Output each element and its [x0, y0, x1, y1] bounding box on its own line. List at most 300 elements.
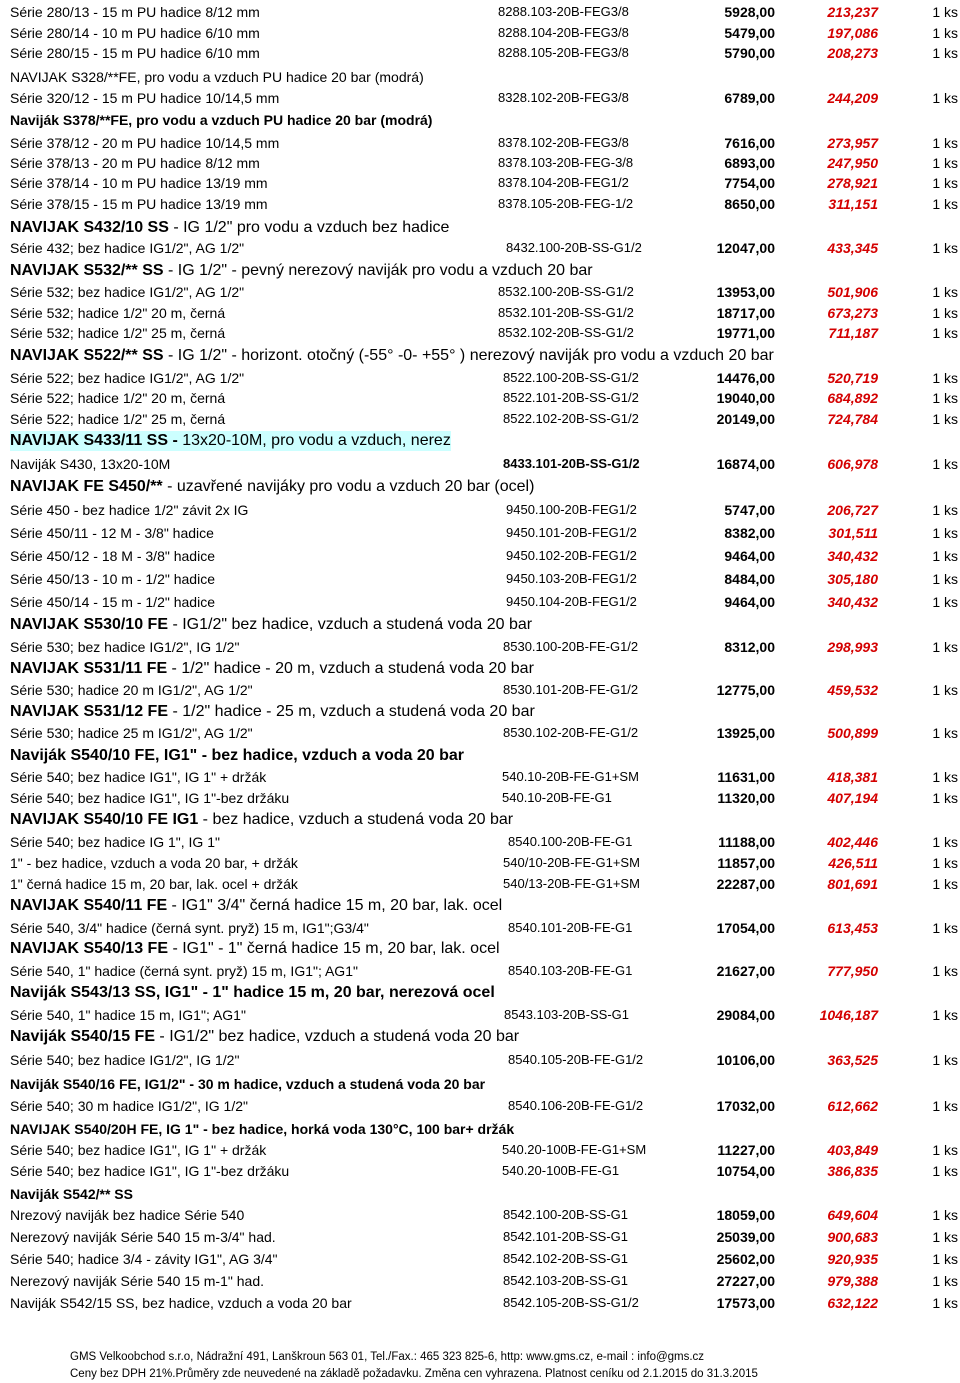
- section-heading-text: [10, 810, 513, 830]
- item-description: Série 540, 1" hadice 15 m, IG1"; AG1": [10, 1007, 246, 1023]
- section-heading: [0, 1074, 960, 1094]
- item-price: 27227,00: [716, 1273, 775, 1289]
- section-heading-text: [10, 896, 502, 916]
- item-price-vat: 777,950: [827, 963, 878, 979]
- section-heading-bold: NAVIJAK S540/11 FE: [10, 897, 168, 914]
- section-heading-text: [10, 615, 532, 635]
- table-row: [0, 282, 960, 302]
- section-heading: [0, 659, 960, 679]
- table-row: [0, 569, 960, 589]
- table-row: [0, 523, 960, 543]
- item-description: Série 540; bez hadice IG1", IG 1"-bez držáku: [10, 1163, 290, 1179]
- table-row: [0, 1140, 960, 1160]
- section-heading: [0, 615, 960, 635]
- item-unit: 1 ks: [932, 175, 958, 191]
- item-description: Série 450 - bez hadice 1/2" závit 2x IG: [10, 502, 249, 518]
- table-row: [0, 832, 960, 852]
- item-description: 1" černá hadice 15 m, 20 bar, lak. ocel + držák: [10, 876, 298, 892]
- section-heading: [0, 810, 960, 830]
- item-unit: 1 ks: [932, 769, 958, 785]
- item-code: 8378.103-20B-FEG-3/8: [498, 155, 634, 170]
- item-price-vat: 244,209: [827, 90, 878, 106]
- item-code: 8542.105-20B-SS-G1/2: [503, 1295, 639, 1310]
- item-price: 7616,00: [724, 135, 775, 151]
- section-heading: [0, 746, 960, 766]
- item-description: Série 280/13 - 15 m PU hadice 8/12 mm: [10, 4, 260, 20]
- item-description: Série 540; bez hadice IG1/2", IG 1/2": [10, 1052, 240, 1068]
- section-heading: [0, 346, 960, 366]
- item-unit: 1 ks: [932, 594, 958, 610]
- item-price-vat: 612,662: [827, 1098, 878, 1114]
- item-price-vat: 500,899: [827, 725, 878, 741]
- item-price-vat: 613,453: [827, 920, 878, 936]
- item-code: 540/13-20B-FE-G1+SM: [503, 876, 640, 891]
- item-unit: 1 ks: [932, 456, 958, 472]
- item-price-vat: 920,935: [827, 1251, 878, 1267]
- section-heading-text: [10, 1184, 133, 1204]
- item-description: Série 522; bez hadice IG1/2", AG 1/2": [10, 370, 245, 386]
- item-price-vat: 386,835: [827, 1163, 878, 1179]
- section-heading-text: [10, 746, 464, 766]
- section-heading-text: [10, 110, 432, 130]
- item-price: 9464,00: [724, 594, 775, 610]
- item-description: Série 450/11 - 12 M - 3/8" hadice: [10, 525, 214, 541]
- item-description: Série 320/12 - 15 m PU hadice 10/14,5 mm: [10, 90, 280, 106]
- table-row: [0, 853, 960, 873]
- item-description: Série 540; 30 m hadice IG1/2", IG 1/2": [10, 1098, 248, 1114]
- item-code: 8432.100-20B-SS-G1/2: [506, 240, 642, 255]
- item-price: 19771,00: [716, 325, 775, 341]
- table-row: [0, 454, 960, 474]
- item-price: 11188,00: [718, 834, 775, 850]
- item-price: 13953,00: [716, 284, 775, 300]
- section-heading: [0, 896, 960, 916]
- section-heading-rest: - IG1/2" bez hadice, vzduch a studená voda 20 bar: [168, 616, 533, 633]
- item-price: 22287,00: [716, 876, 775, 892]
- table-row: [0, 368, 960, 388]
- section-heading-bold: NAVIJAK S522/** SS: [10, 347, 164, 364]
- section-heading-text: [10, 1074, 485, 1094]
- item-code: 8288.105-20B-FEG3/8: [498, 45, 629, 60]
- table-row: [0, 788, 960, 808]
- section-heading-rest: - 1/2" hadice - 25 m, vzduch a studená voda 20 bar: [168, 703, 535, 720]
- item-code: 8542.103-20B-SS-G1: [503, 1273, 629, 1288]
- item-unit: 1 ks: [932, 155, 958, 171]
- section-heading-bold: NAVIJAK FE S450/**: [10, 478, 163, 495]
- item-price-vat: 606,978: [827, 456, 878, 472]
- item-code: 8540.105-20B-FE-G1/2: [508, 1052, 644, 1067]
- item-price-vat: 459,532: [827, 682, 878, 698]
- item-code: 8540.100-20B-FE-G1: [508, 834, 633, 849]
- footer-contact: GMS Velkoobchod s.r.o, Nádražní 491, Lanškroun 563 01, Tel./Fax.: 465 323 825-6, http: www.gms.cz, e-mail : info@gms.cz: [70, 1351, 705, 1363]
- item-unit: 1 ks: [932, 876, 958, 892]
- item-code: 8540.106-20B-FE-G1/2: [508, 1098, 644, 1113]
- item-unit: 1 ks: [932, 855, 958, 871]
- item-price: 8650,00: [724, 196, 775, 212]
- item-description: Série 532; hadice 1/2" 25 m, černá: [10, 325, 226, 341]
- table-row: [0, 1227, 960, 1247]
- item-price: 12047,00: [716, 240, 775, 256]
- item-description: Série 378/14 - 10 m PU hadice 13/19 mm: [10, 175, 268, 191]
- item-unit: 1 ks: [932, 834, 958, 850]
- item-code: 9450.100-20B-FEG1/2: [506, 502, 637, 517]
- item-description: Série 540, 3/4" hadice (černá synt. pryž) 15 m, IG1";G3/4": [10, 920, 369, 936]
- item-price: 16874,00: [716, 456, 775, 472]
- item-price: 5747,00: [724, 502, 775, 518]
- item-code: 8532.102-20B-SS-G1/2: [498, 325, 634, 340]
- footer: [70, 1349, 758, 1383]
- item-code: 540.10-20B-FE-G1+SM: [502, 769, 639, 784]
- item-unit: 1 ks: [932, 25, 958, 41]
- item-unit: 1 ks: [932, 1273, 958, 1289]
- item-code: 8540.101-20B-FE-G1: [508, 920, 633, 935]
- section-heading-text: [10, 218, 449, 238]
- item-unit: 1 ks: [932, 411, 958, 427]
- table-row: [0, 303, 960, 323]
- item-description: Série 532; hadice 1/2" 20 m, černá: [10, 305, 226, 321]
- item-price-vat: 711,187: [828, 325, 878, 341]
- section-heading-text: [10, 939, 500, 959]
- item-description: Série 540; bez hadice IG1", IG 1"-bez držáku: [10, 790, 290, 806]
- item-description: Naviják S430, 13x20-10M: [10, 456, 171, 472]
- item-unit: 1 ks: [932, 963, 958, 979]
- section-heading: [0, 939, 960, 959]
- item-unit: 1 ks: [932, 525, 958, 541]
- item-unit: 1 ks: [932, 1098, 958, 1114]
- section-heading-bold: Naviják S540/15 FE: [10, 1028, 155, 1045]
- item-price-vat: 278,921: [827, 175, 878, 191]
- table-row: [0, 1161, 960, 1181]
- item-unit: 1 ks: [932, 240, 958, 256]
- section-heading-text: [10, 983, 495, 1003]
- section-heading-bold: NAVIJAK S532/** SS: [10, 262, 164, 279]
- item-price: 11227,00: [717, 1142, 775, 1158]
- item-price-vat: 403,849: [827, 1142, 878, 1158]
- item-price: 8484,00: [724, 571, 775, 587]
- item-unit: 1 ks: [932, 1163, 958, 1179]
- item-price-vat: 247,950: [827, 155, 878, 171]
- section-heading-rest: - IG 1/2" - horizont. otočný (-55° -0- +55° ) nerezový naviják pro vodu a vzduch 20 bar: [163, 347, 774, 364]
- item-unit: 1 ks: [932, 1251, 958, 1267]
- item-description: Naviják S542/15 SS, bez hadice, vzduch a voda 20 bar: [10, 1295, 352, 1311]
- item-code: 8378.102-20B-FEG3/8: [498, 135, 629, 150]
- section-heading-bold: NAVIJAK S531/12 FE: [10, 703, 168, 720]
- section-heading: [0, 477, 960, 497]
- item-unit: 1 ks: [932, 4, 958, 20]
- item-description: Série 540; hadice 3/4 - závity IG1", AG 3/4": [10, 1251, 278, 1267]
- section-heading-bold: NAVIJAK S540/13 FE: [10, 940, 168, 957]
- item-price-vat: 273,957: [827, 135, 878, 151]
- item-price: 17032,00: [716, 1098, 775, 1114]
- item-unit: 1 ks: [932, 682, 958, 698]
- item-price-vat: 301,511: [828, 525, 878, 541]
- item-description: Série 522; hadice 1/2" 25 m, černá: [10, 411, 226, 427]
- section-heading-bold: NAVIJAK S531/11 FE: [10, 660, 168, 677]
- section-heading: [0, 431, 960, 451]
- item-code: 540.20-100B-FE-G1: [502, 1163, 620, 1178]
- item-price-vat: 520,719: [827, 370, 878, 386]
- section-heading: [0, 1184, 960, 1204]
- section-heading-text: [10, 1119, 514, 1139]
- section-heading: [0, 983, 960, 1003]
- item-description: Série 378/12 - 20 m PU hadice 10/14,5 mm: [10, 135, 280, 151]
- table-row: [0, 1205, 960, 1225]
- item-price: 5790,00: [724, 45, 775, 61]
- item-description: Série 530; hadice 20 m IG1/2", AG 1/2": [10, 682, 253, 698]
- table-row: [0, 546, 960, 566]
- item-price-vat: 213,237: [827, 4, 878, 20]
- item-unit: 1 ks: [932, 548, 958, 564]
- item-unit: 1 ks: [932, 920, 958, 936]
- item-code: 8542.101-20B-SS-G1: [503, 1229, 629, 1244]
- section-heading-bold: Naviják S540/16 FE, IG1/2" - 30 m hadice, vzduch a studená voda 20 bar: [10, 1076, 486, 1092]
- section-heading-text: [10, 346, 774, 366]
- item-description: Nrezový naviják bez hadice Série 540: [10, 1207, 245, 1223]
- section-heading-text: [10, 477, 534, 497]
- section-heading: [0, 1027, 960, 1047]
- item-price: 19040,00: [716, 390, 775, 406]
- item-price: 25039,00: [716, 1229, 775, 1245]
- item-unit: 1 ks: [932, 725, 958, 741]
- item-code: 540/10-20B-FE-G1+SM: [503, 855, 640, 870]
- item-price-vat: 197,086: [827, 25, 878, 41]
- table-row: [0, 637, 960, 657]
- section-heading-rest: - IG1" - 1" černá hadice 15 m, 20 bar, lak. ocel: [168, 940, 500, 957]
- item-price-vat: 801,691: [827, 876, 878, 892]
- section-heading-bold: NAVIJAK S540/10 FE IG1: [10, 811, 199, 828]
- item-code: 8530.101-20B-FE-G1/2: [503, 682, 639, 697]
- item-price: 9464,00: [724, 548, 775, 564]
- footer-notes: Ceny bez DPH 21%.Průměry zde neuvedené na základě požadavku. Změna cen vyhrazena. Platnost ceníku od 2.1.2015 do 31.3.2015: [70, 1368, 758, 1380]
- item-price: 5928,00: [724, 4, 775, 20]
- item-price-vat: 1046,187: [819, 1007, 878, 1023]
- section-heading-rest: 13x20-10M, pro vodu a vzduch, nerez: [177, 432, 451, 449]
- section-heading-text: [10, 659, 534, 679]
- section-heading: [0, 702, 960, 722]
- item-code: 8542.102-20B-SS-G1: [503, 1251, 629, 1266]
- section-heading-text: [10, 67, 424, 87]
- item-description: Nerezový naviják Série 540 15 m-1" had.: [10, 1273, 264, 1289]
- table-row: [0, 409, 960, 429]
- table-row: [0, 1005, 960, 1025]
- table-row: [0, 238, 960, 258]
- item-code: 9450.102-20B-FEG1/2: [506, 548, 637, 563]
- item-unit: 1 ks: [932, 571, 958, 587]
- table-row: [0, 133, 960, 153]
- item-description: Série 280/14 - 10 m PU hadice 6/10 mm: [10, 25, 260, 41]
- item-price-vat: 426,511: [828, 855, 878, 871]
- item-description: Série 432; bez hadice IG1/2", AG 1/2": [10, 240, 245, 256]
- table-row: [0, 2, 960, 22]
- item-price-vat: 501,906: [827, 284, 878, 300]
- item-price-vat: 673,273: [827, 305, 878, 321]
- item-unit: 1 ks: [932, 1007, 958, 1023]
- item-unit: 1 ks: [932, 45, 958, 61]
- item-code: 8542.100-20B-SS-G1: [503, 1207, 629, 1222]
- item-code: 8532.101-20B-SS-G1/2: [498, 305, 634, 320]
- item-price: 8382,00: [724, 525, 775, 541]
- item-code: 8378.105-20B-FEG-1/2: [498, 196, 634, 211]
- item-price-vat: 979,388: [827, 1273, 878, 1289]
- section-heading: [0, 261, 960, 281]
- section-heading-bold: Naviják S540/10 FE, IG1" - bez hadice, vzduch a voda 20 bar: [10, 747, 464, 764]
- item-description: Série 522; hadice 1/2" 20 m, černá: [10, 390, 226, 406]
- item-price-vat: 407,194: [827, 790, 878, 806]
- table-row: [0, 1293, 960, 1313]
- table-row: [0, 723, 960, 743]
- item-price-vat: 724,784: [827, 411, 878, 427]
- item-unit: 1 ks: [932, 90, 958, 106]
- table-row: [0, 592, 960, 612]
- item-price: 11631,00: [717, 769, 775, 785]
- item-price-vat: 298,993: [827, 639, 878, 655]
- section-heading-bold: Naviják S543/13 SS, IG1" - 1" hadice 15 m, 20 bar, nerezová ocel: [10, 984, 495, 1001]
- item-code: 8522.101-20B-SS-G1/2: [503, 390, 639, 405]
- item-description: Série 540; bez hadice IG1", IG 1" + držák: [10, 1142, 267, 1158]
- section-heading-rest: - IG 1/2" - pevný nerezový naviják pro vodu a vzduch 20 bar: [163, 262, 593, 279]
- table-row: [0, 388, 960, 408]
- item-code: 8288.104-20B-FEG3/8: [498, 25, 629, 40]
- item-description: Série 540, 1" hadice (černá synt. pryž) 15 m, IG1"; AG1": [10, 963, 358, 979]
- table-row: [0, 874, 960, 894]
- table-row: [0, 194, 960, 214]
- item-description: Nerezový naviják Série 540 15 m-3/4" had.: [10, 1229, 276, 1245]
- item-unit: 1 ks: [932, 370, 958, 386]
- item-price-vat: 418,381: [827, 769, 878, 785]
- table-row: [0, 153, 960, 173]
- item-price-vat: 206,727: [827, 502, 878, 518]
- item-price-vat: 305,180: [827, 571, 878, 587]
- section-heading-text: [10, 431, 451, 451]
- item-price: 18717,00: [716, 305, 775, 321]
- item-price-vat: 900,683: [827, 1229, 878, 1245]
- item-code: 8522.100-20B-SS-G1/2: [503, 370, 639, 385]
- item-price-vat: 208,273: [827, 45, 878, 61]
- item-unit: 1 ks: [932, 1142, 958, 1158]
- item-unit: 1 ks: [932, 196, 958, 212]
- item-unit: 1 ks: [932, 390, 958, 406]
- item-price: 6789,00: [724, 90, 775, 106]
- section-heading-rest: NAVIJAK S328/**FE, pro vodu a vzduch PU hadice 20 bar (modrá): [10, 69, 424, 85]
- item-price-vat: 340,432: [827, 548, 878, 564]
- item-code: 8540.103-20B-FE-G1: [508, 963, 633, 978]
- item-price-vat: 632,122: [827, 1295, 878, 1311]
- item-price: 25602,00: [716, 1251, 775, 1267]
- section-heading: [0, 67, 960, 87]
- item-unit: 1 ks: [932, 1295, 958, 1311]
- section-heading-rest: - 1/2" hadice - 20 m, vzduch a studená voda 20 bar: [167, 660, 534, 677]
- item-code: 9450.103-20B-FEG1/2: [506, 571, 637, 586]
- item-description: Série 540; bez hadice IG 1", IG 1": [10, 834, 220, 850]
- section-heading-text: [10, 261, 593, 281]
- section-heading-text: [10, 702, 535, 722]
- item-description: Série 450/12 - 18 M - 3/8" hadice: [10, 548, 215, 564]
- section-heading-rest: - IG1/2" bez hadice, vzduch a studená voda 20 bar: [154, 1028, 520, 1045]
- item-price: 20149,00: [716, 411, 775, 427]
- item-code: 8543.103-20B-SS-G1: [504, 1007, 630, 1022]
- section-heading-bold: Naviják S542/** SS: [10, 1186, 133, 1202]
- table-row: [0, 88, 960, 108]
- section-heading-bold: NAVIJAK S433/11 SS -: [10, 432, 178, 449]
- item-code: 8378.104-20B-FEG1/2: [498, 175, 629, 190]
- item-price: 7754,00: [724, 175, 775, 191]
- item-unit: 1 ks: [932, 639, 958, 655]
- item-price-vat: 684,892: [827, 390, 878, 406]
- item-price: 29084,00: [716, 1007, 775, 1023]
- item-unit: 1 ks: [932, 1207, 958, 1223]
- item-unit: 1 ks: [932, 325, 958, 341]
- item-code: 9450.104-20B-FEG1/2: [506, 594, 637, 609]
- item-price: 10754,00: [716, 1163, 775, 1179]
- item-unit: 1 ks: [932, 284, 958, 300]
- item-price-vat: 433,345: [827, 240, 878, 256]
- item-unit: 1 ks: [932, 1229, 958, 1245]
- item-price: 12775,00: [716, 682, 775, 698]
- item-description: Série 530; hadice 25 m IG1/2", AG 1/2": [10, 725, 253, 741]
- section-heading-bold: NAVIJAK S540/20H FE, IG 1" - bez hadice, horká voda 130°C, 100 bar+ držák: [10, 1121, 515, 1137]
- item-price: 13925,00: [716, 725, 775, 741]
- section-heading: [0, 218, 960, 238]
- item-price: 18059,00: [716, 1207, 775, 1223]
- item-code: 8433.101-20B-SS-G1/2: [503, 456, 640, 471]
- item-unit: 1 ks: [932, 502, 958, 518]
- section-heading-text: [10, 1027, 519, 1047]
- item-code: 8530.100-20B-FE-G1/2: [503, 639, 639, 654]
- item-description: Série 450/14 - 15 m - 1/2" hadice: [10, 594, 215, 610]
- section-heading-rest: - bez hadice, vzduch a studená voda 20 bar: [198, 811, 514, 828]
- item-unit: 1 ks: [932, 305, 958, 321]
- item-description: Série 530; bez hadice IG1/2", IG 1/2": [10, 639, 240, 655]
- item-description: Série 378/15 - 15 m PU hadice 13/19 mm: [10, 196, 268, 212]
- table-row: [0, 500, 960, 520]
- item-price: 11857,00: [717, 855, 775, 871]
- item-price: 5479,00: [724, 25, 775, 41]
- item-price-vat: 363,525: [827, 1052, 878, 1068]
- item-price: 17573,00: [716, 1295, 775, 1311]
- item-code: 8288.103-20B-FEG3/8: [498, 4, 629, 19]
- table-row: [0, 323, 960, 343]
- section-heading: [0, 110, 960, 130]
- item-price-vat: 311,151: [828, 196, 878, 212]
- item-description: Série 280/15 - 15 m PU hadice 6/10 mm: [10, 45, 260, 61]
- item-unit: 1 ks: [932, 1052, 958, 1068]
- item-price-vat: 340,432: [827, 594, 878, 610]
- table-row: [0, 961, 960, 981]
- item-code: 540.20-100B-FE-G1+SM: [502, 1142, 647, 1157]
- section-heading-bold: NAVIJAK S530/10 FE: [10, 616, 168, 633]
- item-price-vat: 649,604: [827, 1207, 878, 1223]
- table-row: [0, 918, 960, 938]
- item-code: 8532.100-20B-SS-G1/2: [498, 284, 634, 299]
- item-description: 1" - bez hadice, vzduch a voda 20 bar, + držák: [10, 855, 298, 871]
- item-code: 9450.101-20B-FEG1/2: [506, 525, 637, 540]
- item-price: 6893,00: [724, 155, 775, 171]
- item-code: 8328.102-20B-FEG3/8: [498, 90, 629, 105]
- item-description: Série 532; bez hadice IG1/2", AG 1/2": [10, 284, 245, 300]
- item-price: 17054,00: [716, 920, 775, 936]
- section-heading-rest: - uzavřené navijáky pro vodu a vzduch 20 bar (ocel): [162, 478, 535, 495]
- table-row: [0, 767, 960, 787]
- table-row: [0, 23, 960, 43]
- item-description: Série 378/13 - 20 m PU hadice 8/12 mm: [10, 155, 260, 171]
- item-unit: 1 ks: [932, 135, 958, 151]
- item-price: 8312,00: [724, 639, 775, 655]
- item-price: 14476,00: [716, 370, 775, 386]
- table-row: [0, 1271, 960, 1291]
- table-row: [0, 1096, 960, 1116]
- item-price-vat: 402,446: [827, 834, 878, 850]
- table-row: [0, 173, 960, 193]
